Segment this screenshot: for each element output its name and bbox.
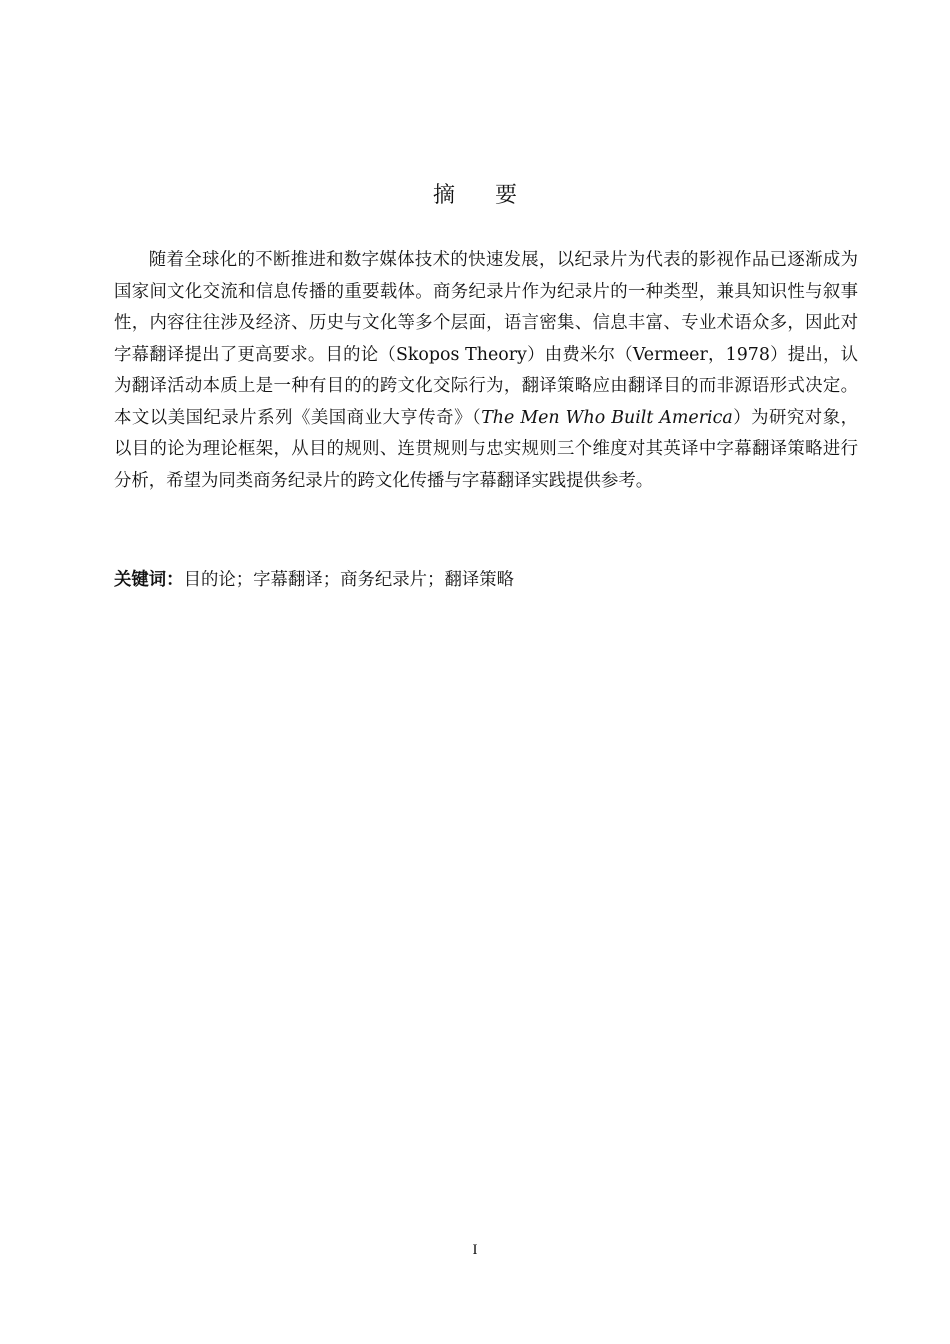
abstract-text-part1: 随着全球化的不断推进和数字媒体技术的快速发展，以纪录片为代表的影视作品已逐渐成为国家间文化交流和信息传播的重要载体。商务纪录片作为纪录片的一种类型，兼具知识性与叙事性，内容往往涉及经济、历史与文化等多个层面，语言密集、信息丰富、专业术语众多，因此对字幕翻译提出了更高要求。目的论（Skopos Theory）由费米尔（Vermeer，1978）提出，认为翻译活动本质上是一种有目的的跨文化交际行为，翻译策略应由翻译目的而非源语形式决定。本文以美国纪录片系列《美国商业大亨传奇》（ [114,250,858,428]
keywords-list: 目的论；字幕翻译；商务纪录片；翻译策略 [183,570,515,590]
keywords-line [114,566,858,594]
keywords-label: 关键词： [114,570,184,590]
page-title: 摘要 [432,183,557,208]
page-number: I [472,1242,478,1258]
abstract-paragraph [114,245,858,497]
documentary-english-title: The Men Who Built America [481,407,733,428]
abstract-text-part2: ）为研究对象，以目的论为理论框架，从目的规则、连贯规则与忠实规则三个维度对其英译中字幕翻译策略进行分析，希望为同类商务纪录片的跨文化传播与字幕翻译实践提供参考。 [114,407,858,491]
